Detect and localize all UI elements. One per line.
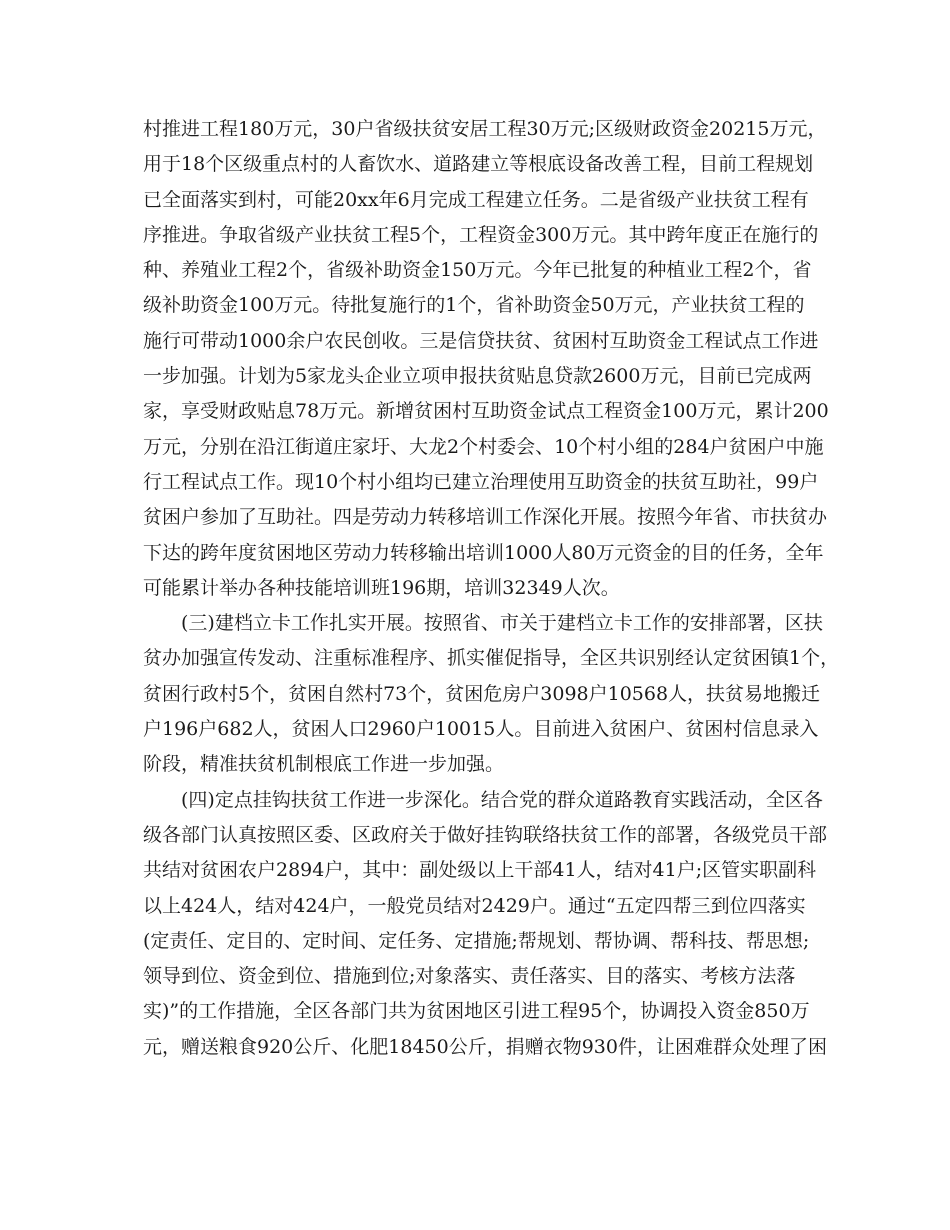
- text-line: 下达的跨年度贫困地区劳动力转移输出培训1000人80万元资金的目的任务，全年: [143, 541, 824, 564]
- text-line: 阶段，精准扶贫机制根底工作进一步加强。: [143, 753, 505, 776]
- text-line: 万元，分别在沿江街道庄家圩、大龙2个村委会、10个村小组的284户贫困户中施: [143, 435, 824, 458]
- text-line: 家，享受财政贴息78万元。新增贫困村互助资金试点工程资金100万元，累计200: [143, 400, 829, 423]
- text-line: 行工程试点工作。现10个村小组均已建立治理使用互助资金的扶贫互助社，99户: [143, 470, 819, 493]
- text-line: 村推进工程180万元，30户省级扶贫安居工程30万元;区级财政资金20215万元，: [143, 118, 827, 140]
- text-line: 以上424人，结对424户，一般党员结对2429户。通过“五定四帮三到位四落实: [143, 894, 806, 917]
- text-line: 领导到位、资金到位、措施到位;对象落实、责任落实、目的落实、考核方法落: [143, 965, 796, 988]
- text-line: 用于18个区级重点村的人畜饮水、道路建立等根底设备改善工程，目前工程规划: [143, 153, 814, 176]
- text-line: 贫办加强宣传发动、注重标准程序、抓实催促指导，全区共识别经认定贫困镇1个，: [143, 647, 840, 670]
- paragraph-section-3: [143, 606, 840, 782]
- text-line: (定责任、定目的、定时间、定任务、定措施;帮规划、帮协调、帮科技、帮思想;: [143, 929, 810, 952]
- text-line: 共结对贫困农户2894户，其中：副处级以上干部41人，结对41户;区管实职副科: [143, 859, 817, 882]
- paragraph-continued: [143, 112, 829, 606]
- text-line: 贫困行政村5个，贫困自然村73个，贫困危房户3098户10568人，扶贫易地搬迁: [143, 682, 821, 705]
- text-line: 贫困户参加了互助社。四是劳动力转移培训工作深化开展。按照今年省、市扶贫办: [143, 506, 828, 529]
- text-line: 实)”的工作措施，全区各部门共为贫困地区引进工程95个，协调投入资金850万: [143, 1000, 810, 1023]
- text-line: 可能累计举办各种技能培训班196期，培训32349人次。: [143, 576, 620, 599]
- text-line: 种、养殖业工程2个，省级补助资金150万元。今年已批复的种植业工程2个，省: [143, 259, 812, 282]
- text-line: 序推进。争取省级产业扶贫工程5个，工程资金300万元。其中跨年度正在施行的: [143, 223, 819, 246]
- text-line: (四)定点挂钩扶贫工作进一步深化。结合党的群众道路教育实践活动，全区各: [181, 788, 823, 811]
- document-body: [143, 112, 840, 1065]
- text-line: 已全面落实到村，可能20xx年6月完成工程建立任务。二是省级产业扶贫工程有: [143, 188, 809, 211]
- text-line: 施行可带动1000余户农民创收。三是信贷扶贫、贫困村互助资金工程试点工作进: [143, 329, 819, 352]
- text-line: 级补助资金100万元。待批复施行的1个，省补助资金50万元，产业扶贫工程的: [143, 294, 805, 317]
- text-line: 元，赠送粮食920公斤、化肥18450公斤，捐赠衣物930件，让困难群众处理了困: [143, 1035, 827, 1058]
- text-line: (三)建档立卡工作扎实开展。按照省、市关于建档立卡工作的安排部署，区扶: [181, 612, 823, 635]
- text-line: 户196户682人，贫困人口2960户10015人。目前进入贫困户、贫困村信息录入: [143, 718, 819, 741]
- text-line: 一步加强。计划为5家龙头企业立项申报扶贫贴息贷款2600万元，目前已完成两: [143, 365, 812, 388]
- paragraph-section-4: [143, 783, 828, 1065]
- text-line: 级各部门认真按照区委、区政府关于做好挂钩联络扶贫工作的部署，各级党员干部: [143, 823, 828, 846]
